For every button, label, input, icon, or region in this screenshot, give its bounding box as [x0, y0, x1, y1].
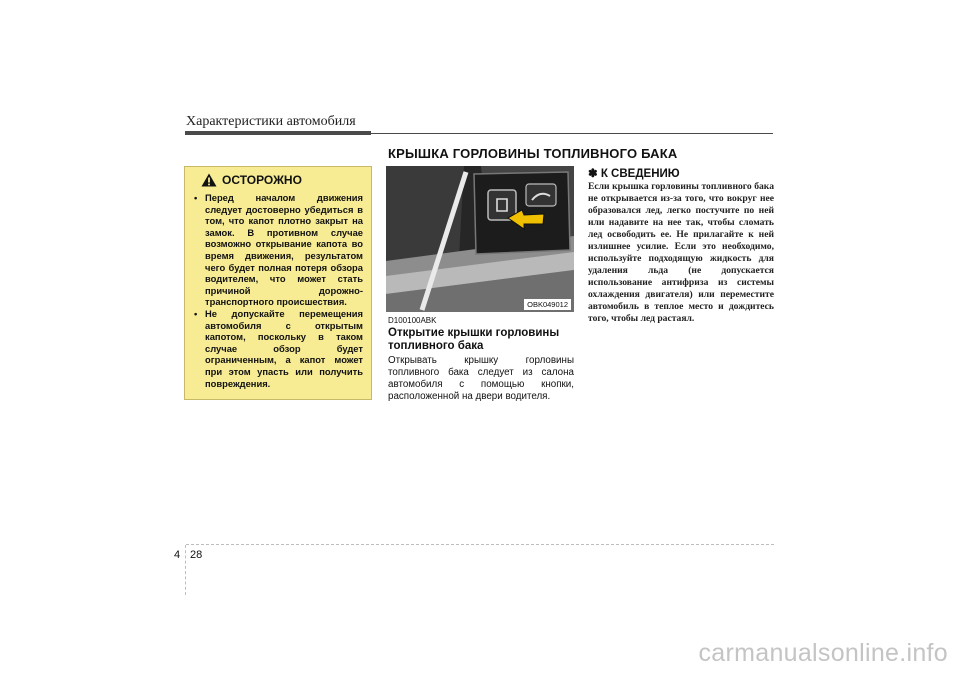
warning-list	[193, 192, 363, 389]
fuel-door-button-photo	[386, 166, 574, 312]
instruction-title: Открытие крышки горловины топливного бака	[388, 327, 560, 352]
header-title: Характеристики автомобиля	[186, 114, 356, 129]
note-title: ✽ К СВЕДЕНИЮ	[588, 168, 680, 180]
warning-box	[184, 166, 372, 400]
watermark: carmanualsonline.info	[698, 639, 948, 667]
header-rule	[185, 131, 371, 135]
section-title: КРЫШКА ГОРЛОВИНЫ ТОПЛИВНОГО БАКА	[388, 146, 678, 161]
door-illustration	[386, 166, 574, 312]
page-number: 28	[190, 549, 203, 561]
header-rule-thin	[371, 133, 773, 134]
note-text: Если крышка горловины топливного бака не открывается из-за того, что вокруг нее образовался лед, легко постучите по ней или надавите на нее так, чтобы сломать лед освободить ее. Не прилагайте к ней излишнее усилие. Если это необходимо, используйте подходящую жидкость для удаления льда (не допускается использование антифриза из системы охлаждения двигателя) или переместите автомобиль в теплое место и дождитесь того, чтобы лед растаял.	[588, 181, 774, 324]
instruction-text: Открывать крышку горловины топливного бака следует из салона автомобиля с помощью кнопки, расположенной на двери водителя.	[388, 355, 574, 402]
warning-title: ОСТОРОЖНО	[222, 173, 302, 187]
warning-icon	[201, 173, 217, 187]
instruction-code: D100100ABK	[388, 316, 437, 325]
warning-item: • Перед началом движения следует достоверно убедиться в том, что капот плотно закрыт на замок. В противном случае возможно открывание капота во время движения, результатом чего будет полная потеря обзора водителем, что может стать причиной дорожно-транспортного происшествия.	[193, 192, 363, 308]
chapter-number: 4	[174, 549, 181, 561]
footer-divider	[185, 545, 186, 595]
warning-item: • Не допускайте перемещения автомобиля с открытым капотом, поскольку в таком случае обзор будет ограниченным, а капот может при этом упасть или получить повреждения.	[193, 308, 363, 389]
warning-header	[201, 173, 363, 187]
figure-code: OBK049012	[524, 299, 571, 310]
footer-rule	[186, 544, 774, 545]
